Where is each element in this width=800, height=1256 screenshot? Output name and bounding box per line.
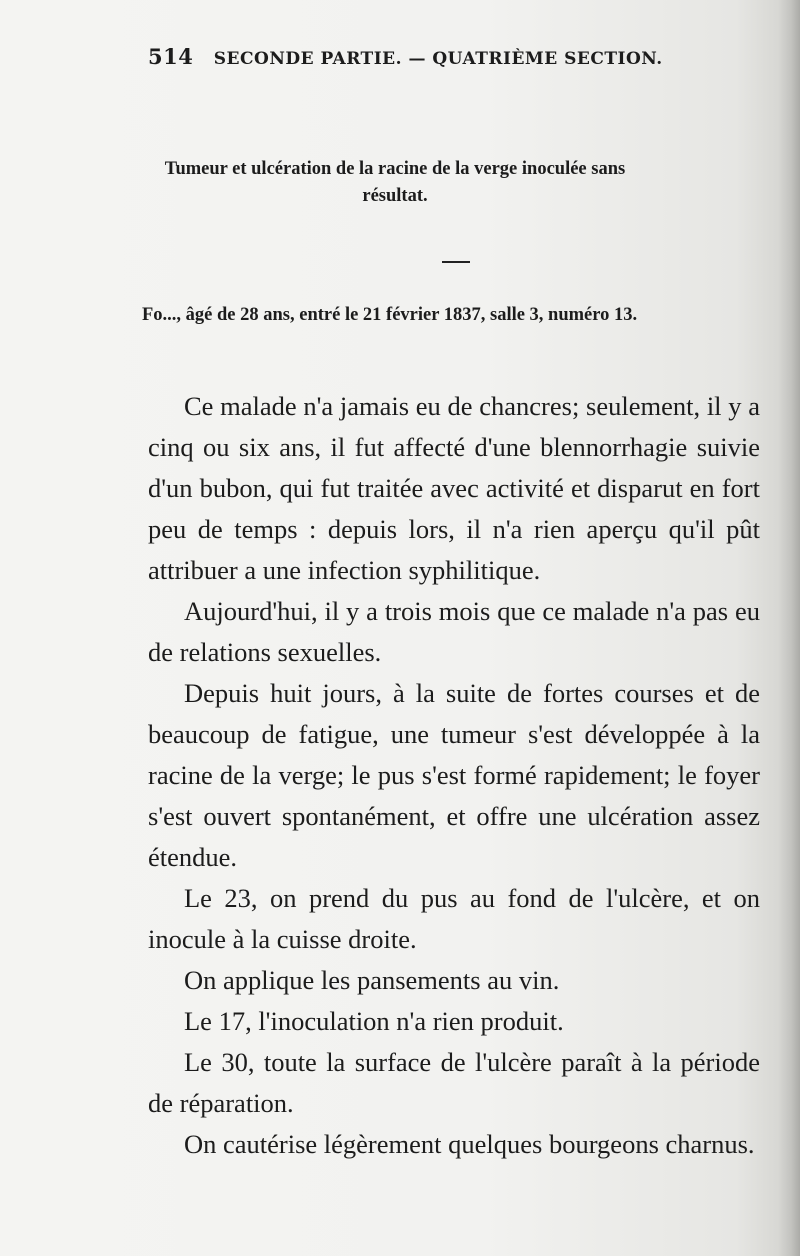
paragraph: On cautérise légèrement quelques bourgeons charnus. — [184, 1129, 755, 1159]
separator-rule — [442, 261, 470, 263]
body-text — [148, 386, 760, 1165]
paragraph: Le 30, toute la surface de l'ulcère paraît à la période de réparation. — [148, 1047, 760, 1118]
paragraph: Ce malade n'a jamais eu de chancres; seulement, il y a cinq ou six ans, il fut affecté d'une blennorrhagie suivie d'un bubon, qui fut traitée avec activité et disparut en fort peu de temps : depuis lors, il n'a rien aperçu qu'il pût attribuer a une infection syphilitique. — [148, 391, 760, 585]
running-header — [148, 44, 668, 69]
paragraph: Le 17, l'inoculation n'a rien produit. — [184, 1006, 564, 1036]
case-title: Tumeur et ulcération de la racine de la verge inoculée sans résultat. — [164, 159, 626, 206]
paragraph: Depuis huit jours, à la suite de fortes courses et de beaucoup de fatigue, une tumeur s'est développée à la racine de la verge; le pus s'est formé rapidement; le foyer s'est ouvert spontanément, et offre une ulcération assez étendue. — [148, 678, 760, 872]
paragraph: On applique les pansements au vin. — [184, 965, 560, 995]
paragraph: Aujourd'hui, il y a trois mois que ce malade n'a pas eu de relations sexuelles. — [148, 596, 760, 667]
case-info: Fo..., âgé de 28 ans, entré le 21 février 1837, salle 3, numéro 13. — [142, 305, 638, 325]
paragraph: Le 23, on prend du pus au fond de l'ulcère, et on inocule à la cuisse droite. — [148, 883, 760, 954]
running-title: SECONDE PARTIE. — QUATRIÈME SECTION. — [213, 49, 663, 69]
page-gutter-shadow — [778, 0, 800, 1256]
page-number: 514 — [148, 44, 194, 69]
